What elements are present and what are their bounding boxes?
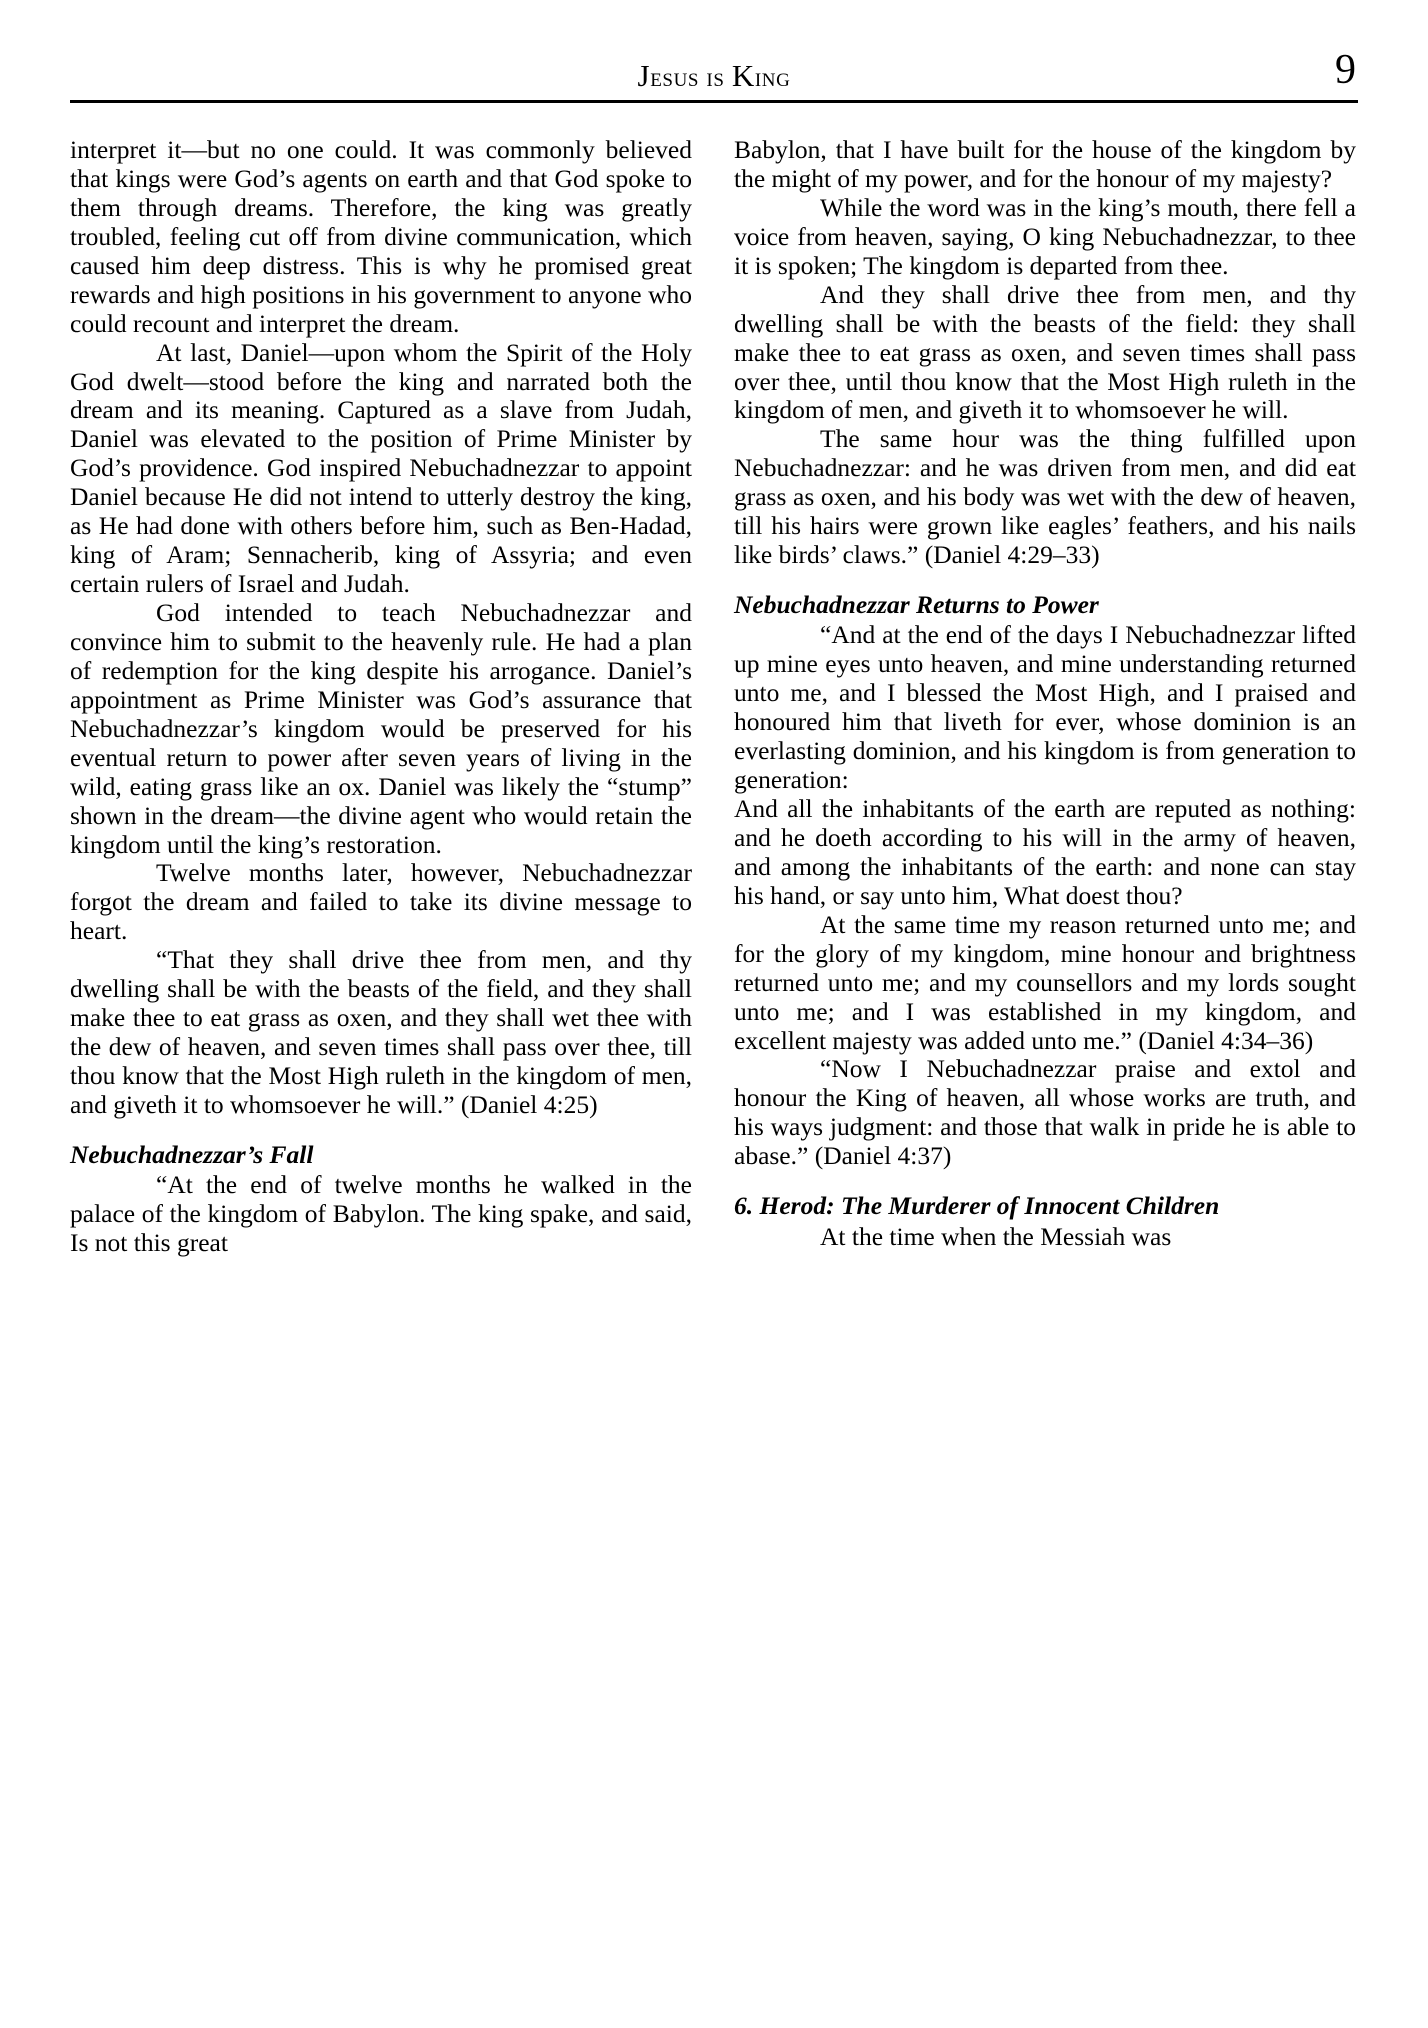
paragraph: interpret it—but no one could. It was commonly believed that kings were God’s agents on earth and that God spoke to them through dreams. Therefore, the king was greatly troubled, feeling cut off from divine communication, which caused him deep distress. This is why he promised great rewards and high positions in his government to anyone who could recount and interpret the dream. (70, 135, 692, 338)
left-column (70, 136, 692, 1258)
paragraph: “And at the end of the days I Nebuchadnezzar lifted up mine eyes unto heaven, and mine understanding returned unto me, and I blessed the Most High, and I praised and honoured him that liveth for ever, whose dominion is an everlasting dominion, and his kingdom is from generation to generation: (734, 620, 1356, 795)
running-head-text-1: esus is (650, 62, 732, 92)
paragraph: Babylon, that I have built for the house of the kingdom by the might of my power, and for the honour of my majesty? (734, 135, 1356, 193)
right-column (734, 136, 1356, 1251)
paragraph: At last, Daniel—upon whom the Spirit of the Holy God dwelt—stood before the king and narrated both the dream and its meaning. Captured as a slave from Judah, Daniel was elevated to the position of Prime Minister by God’s providence. God inspired Nebuchadnezzar to appoint Daniel because He did not intend to utterly destroy the king, as He had done with others before him, such as Ben-Hadad, king of Aram; Sennacherib, king of Assyria; and even certain rulers of Israel and Judah. (70, 337, 692, 599)
header-divider (70, 100, 1358, 103)
running-head-text-2: ing (754, 62, 791, 92)
paragraph: God intended to teach Nebuchadnezzar and convince him to submit to the heavenly rule. He had a plan of redemption for the king despite his arrogance. Daniel’s appointment as Prime Minister was God’s assurance that Nebuchadnezzar’s kingdom would be preserved for his eventual return to power after seven years of living in the wild, eating grass like an ox. Daniel was likely the “stump” shown in the dream—the divine agent who would retain the kingdom until the king’s restoration. (70, 598, 692, 859)
paragraph: “That they shall drive thee from men, and thy dwelling shall be with the beasts of the field, and they shall make thee to eat grass as oxen, and they shall wet thee with the dew of heaven, and seven times shall pass over thee, till thou know that the Most High ruleth in the kingdom of men, and giveth it to whomsoever he will.” (Daniel 4:25) (70, 945, 692, 1119)
paragraph: And they shall drive thee from men, and thy dwelling shall be with the beasts of the field: they shall make thee to eat grass as oxen, and seven times shall pass over thee, until thou know that the Most High ruleth in the kingdom of men, and giveth it to whomsoever he will. (734, 279, 1356, 425)
paragraph: Twelve months later, however, Nebuchadnezzar forgot the dream and failed to take its divine message to heart. (70, 858, 692, 946)
page-header (70, 47, 1358, 106)
paragraph: The same hour was the thing fulfilled upon Nebuchadnezzar: and he was driven from men, and did eat grass as oxen, and his body was wet with the dew of heaven, till his hairs were grown like eagles’ feathers, and his nails like birds’ claws.” (Daniel 4:29–33) (734, 424, 1356, 570)
running-head (70, 58, 1358, 94)
paragraph: “At the end of twelve months he walked in the palace of the kingdom of Babylon. The king spake, and said, Is not this great (70, 1170, 692, 1258)
section-subheading: Nebuchadnezzar’s Fall (70, 1139, 314, 1169)
paragraph: And all the inhabitants of the earth are reputed as nothing: and he doeth according to his will in the army of heaven, and among the inhabitants of the earth: and none can stay his hand, or say unto him, What doest thou? (734, 794, 1356, 910)
section-subheading: Nebuchadnezzar Returns to Power (734, 590, 1099, 620)
running-head-initial-j: J (637, 58, 651, 93)
paragraph: At the time when the Messiah was (820, 1221, 1172, 1251)
paragraph: While the word was in the king’s mouth, there fell a voice from heaven, saying, O king Nebuchadnezzar, to thee it is spoken; The kingdom is departed from thee. (734, 192, 1356, 280)
running-head-initial-k: K (731, 58, 755, 93)
page-number: 9 (1335, 47, 1356, 93)
section-subheading: 6. Herod: The Murderer of Innocent Children (734, 1191, 1220, 1221)
text-columns (70, 136, 1358, 1258)
paragraph: “Now I Nebuchadnezzar praise and extol and honour the King of heaven, all whose works are truth, and his ways judgment: and those that walk in pride he is able to abase.” (Daniel 4:37) (734, 1054, 1356, 1171)
paragraph: At the same time my reason returned unto me; and for the glory of my kingdom, mine honour and brightness returned unto me; and my counsellors and my lords sought unto me; and I was established in my kingdom, and excellent majesty was added unto me.” (Daniel 4:34–36) (734, 909, 1356, 1055)
